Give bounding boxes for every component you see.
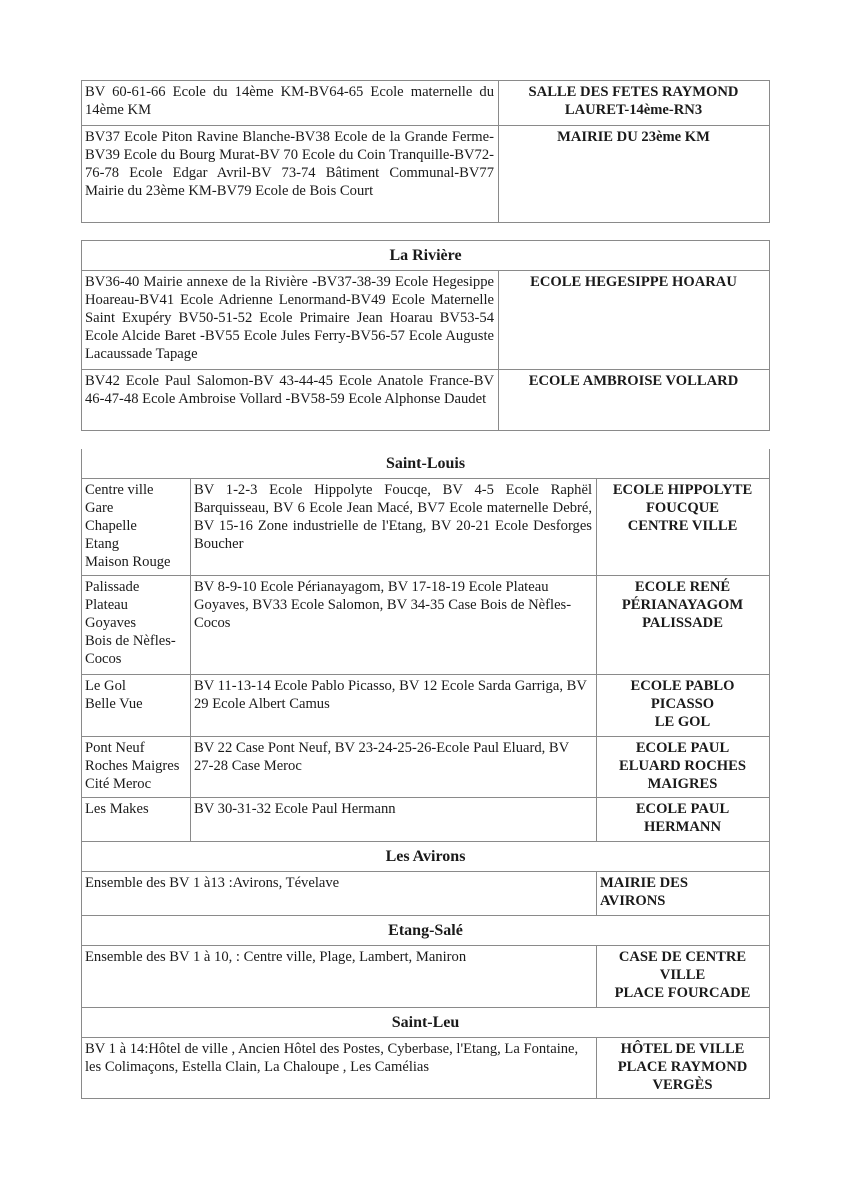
table-row [82,126,770,223]
table-row [82,271,770,370]
section-header-row [82,1008,770,1038]
section-title-saint-leu: Saint-Leu [82,1008,770,1038]
polling-location-cell: ECOLE PAUL HERMANN [597,798,770,842]
polling-offices-cell: BV 8-9-10 Ecole Périanayagom, BV 17-18-19 Ecole Plateau Goyaves, BV33 Ecole Salomon, BV 34-35 Case Bois de Nèfles-Cocos [191,576,597,675]
table-row [82,798,770,842]
table-row [82,81,770,126]
table-row [82,872,770,916]
section-title-etang-sale: Etang-Salé [82,916,770,946]
polling-offices-cell: BV 11-13-14 Ecole Pablo Picasso, BV 12 Ecole Sarda Garriga, BV 29 Ecole Albert Camus [191,675,597,737]
polling-location-cell: ECOLE HIPPOLYTE FOUCQUE CENTRE VILLE [597,479,770,576]
table-row [82,1038,770,1099]
polling-location-cell: MAIRIE DU 23ème KM [499,126,770,223]
polling-location-cell: ECOLE AMBROISE VOLLARD [499,370,770,431]
polling-offices-cell: Ensemble des BV 1 à13 :Avirons, Tévelave [82,872,597,916]
polling-location-cell: SALLE DES FETES RAYMOND LAURET-14ème-RN3 [499,81,770,126]
section-header-row [82,916,770,946]
polling-location-cell: ECOLE RENÉ PÉRIANAYAGOM PALISSADE [597,576,770,675]
polling-location-cell: HÔTEL DE VILLE PLACE RAYMOND VERGÈS [597,1038,770,1099]
polling-offices-cell: BV 60-61-66 Ecole du 14ème KM-BV64-65 Ecole maternelle du 14ème KM [82,81,499,126]
section-title-les-avirons: Les Avirons [82,842,770,872]
polling-location-cell: ECOLE HEGESIPPE HOARAU [499,271,770,370]
polling-table-west-communes [81,449,770,1099]
districts-cell: Les Makes [82,798,191,842]
polling-offices-cell: BV42 Ecole Paul Salomon-BV 43-44-45 Ecole Anatole France-BV 46-47-48 Ecole Ambroise Vollard -BV58-59 Ecole Alphonse Daudet [82,370,499,431]
table-row [82,576,770,675]
table-row [82,479,770,576]
polling-location-cell: ECOLE PABLO PICASSO LE GOL [597,675,770,737]
table-row [82,675,770,737]
section-title-la-riviere: La Rivière [82,241,770,271]
polling-location-cell: CASE DE CENTRE VILLE PLACE FOURCADE [597,946,770,1008]
districts-cell: Le Gol Belle Vue [82,675,191,737]
section-title-saint-louis: Saint-Louis [82,449,770,479]
polling-location-cell: ECOLE PAUL ELUARD ROCHES MAIGRES [597,737,770,798]
table-row [82,370,770,431]
section-header-row [82,842,770,872]
polling-offices-cell: BV37 Ecole Piton Ravine Blanche-BV38 Ecole de la Grande Ferme-BV39 Ecole du Bourg Murat-BV 70 Ecole du Coin Tranquille-BV72-76-78 Ecole Edgar Avril-BV 73-74 Bâtiment Communal-BV77 Mairie du 23ème KM-BV79 Ecole de Bois Court [82,126,499,223]
polling-offices-cell: BV 1-2-3 Ecole Hippolyte Foucqe, BV 4-5 Ecole Raphël Barquisseau, BV 6 Ecole Jean Macé, BV7 Ecole maternelle Debré, BV 15-16 Zone industrielle de l'Etang, BV 20-21 Ecole Desforges Boucher [191,479,597,576]
districts-cell: Centre ville Gare Chapelle Etang Maison Rouge [82,479,191,576]
polling-offices-cell: Ensemble des BV 1 à 10, : Centre ville, Plage, Lambert, Maniron [82,946,597,1008]
polling-location-cell: MAIRIE DES AVIRONS [597,872,770,916]
polling-offices-cell: BV 22 Case Pont Neuf, BV 23-24-25-26-Ecole Paul Eluard, BV 27-28 Case Meroc [191,737,597,798]
section-header-row [82,449,770,479]
table-row [82,946,770,1008]
section-header-row [82,241,770,271]
polling-offices-cell: BV 30-31-32 Ecole Paul Hermann [191,798,597,842]
districts-cell: Pont Neuf Roches Maigres Cité Meroc [82,737,191,798]
polling-offices-cell: BV36-40 Mairie annexe de la Rivière -BV37-38-39 Ecole Hegesippe Hoareau-BV41 Ecole Adrienne Lenormand-BV49 Ecole Maternelle Saint Exupéry BV50-51-52 Ecole Primaire Jean Hoarau BV53-54 Ecole Alcide Baret -BV55 Ecole Jules Ferry-BV56-57 Ecole Auguste Lacaussade Tapage [82,271,499,370]
polling-table-14eme-23eme-km [81,80,770,223]
districts-cell: Palissade Plateau Goyaves Bois de Nèfles- Cocos [82,576,191,675]
polling-table-la-riviere [81,240,770,431]
table-row [82,737,770,798]
polling-offices-cell: BV 1 à 14:Hôtel de ville , Ancien Hôtel des Postes, Cyberbase, l'Etang, La Fontaine, les Colimaçons, Estella Clain, La Chaloupe , Les Camélias [82,1038,597,1099]
